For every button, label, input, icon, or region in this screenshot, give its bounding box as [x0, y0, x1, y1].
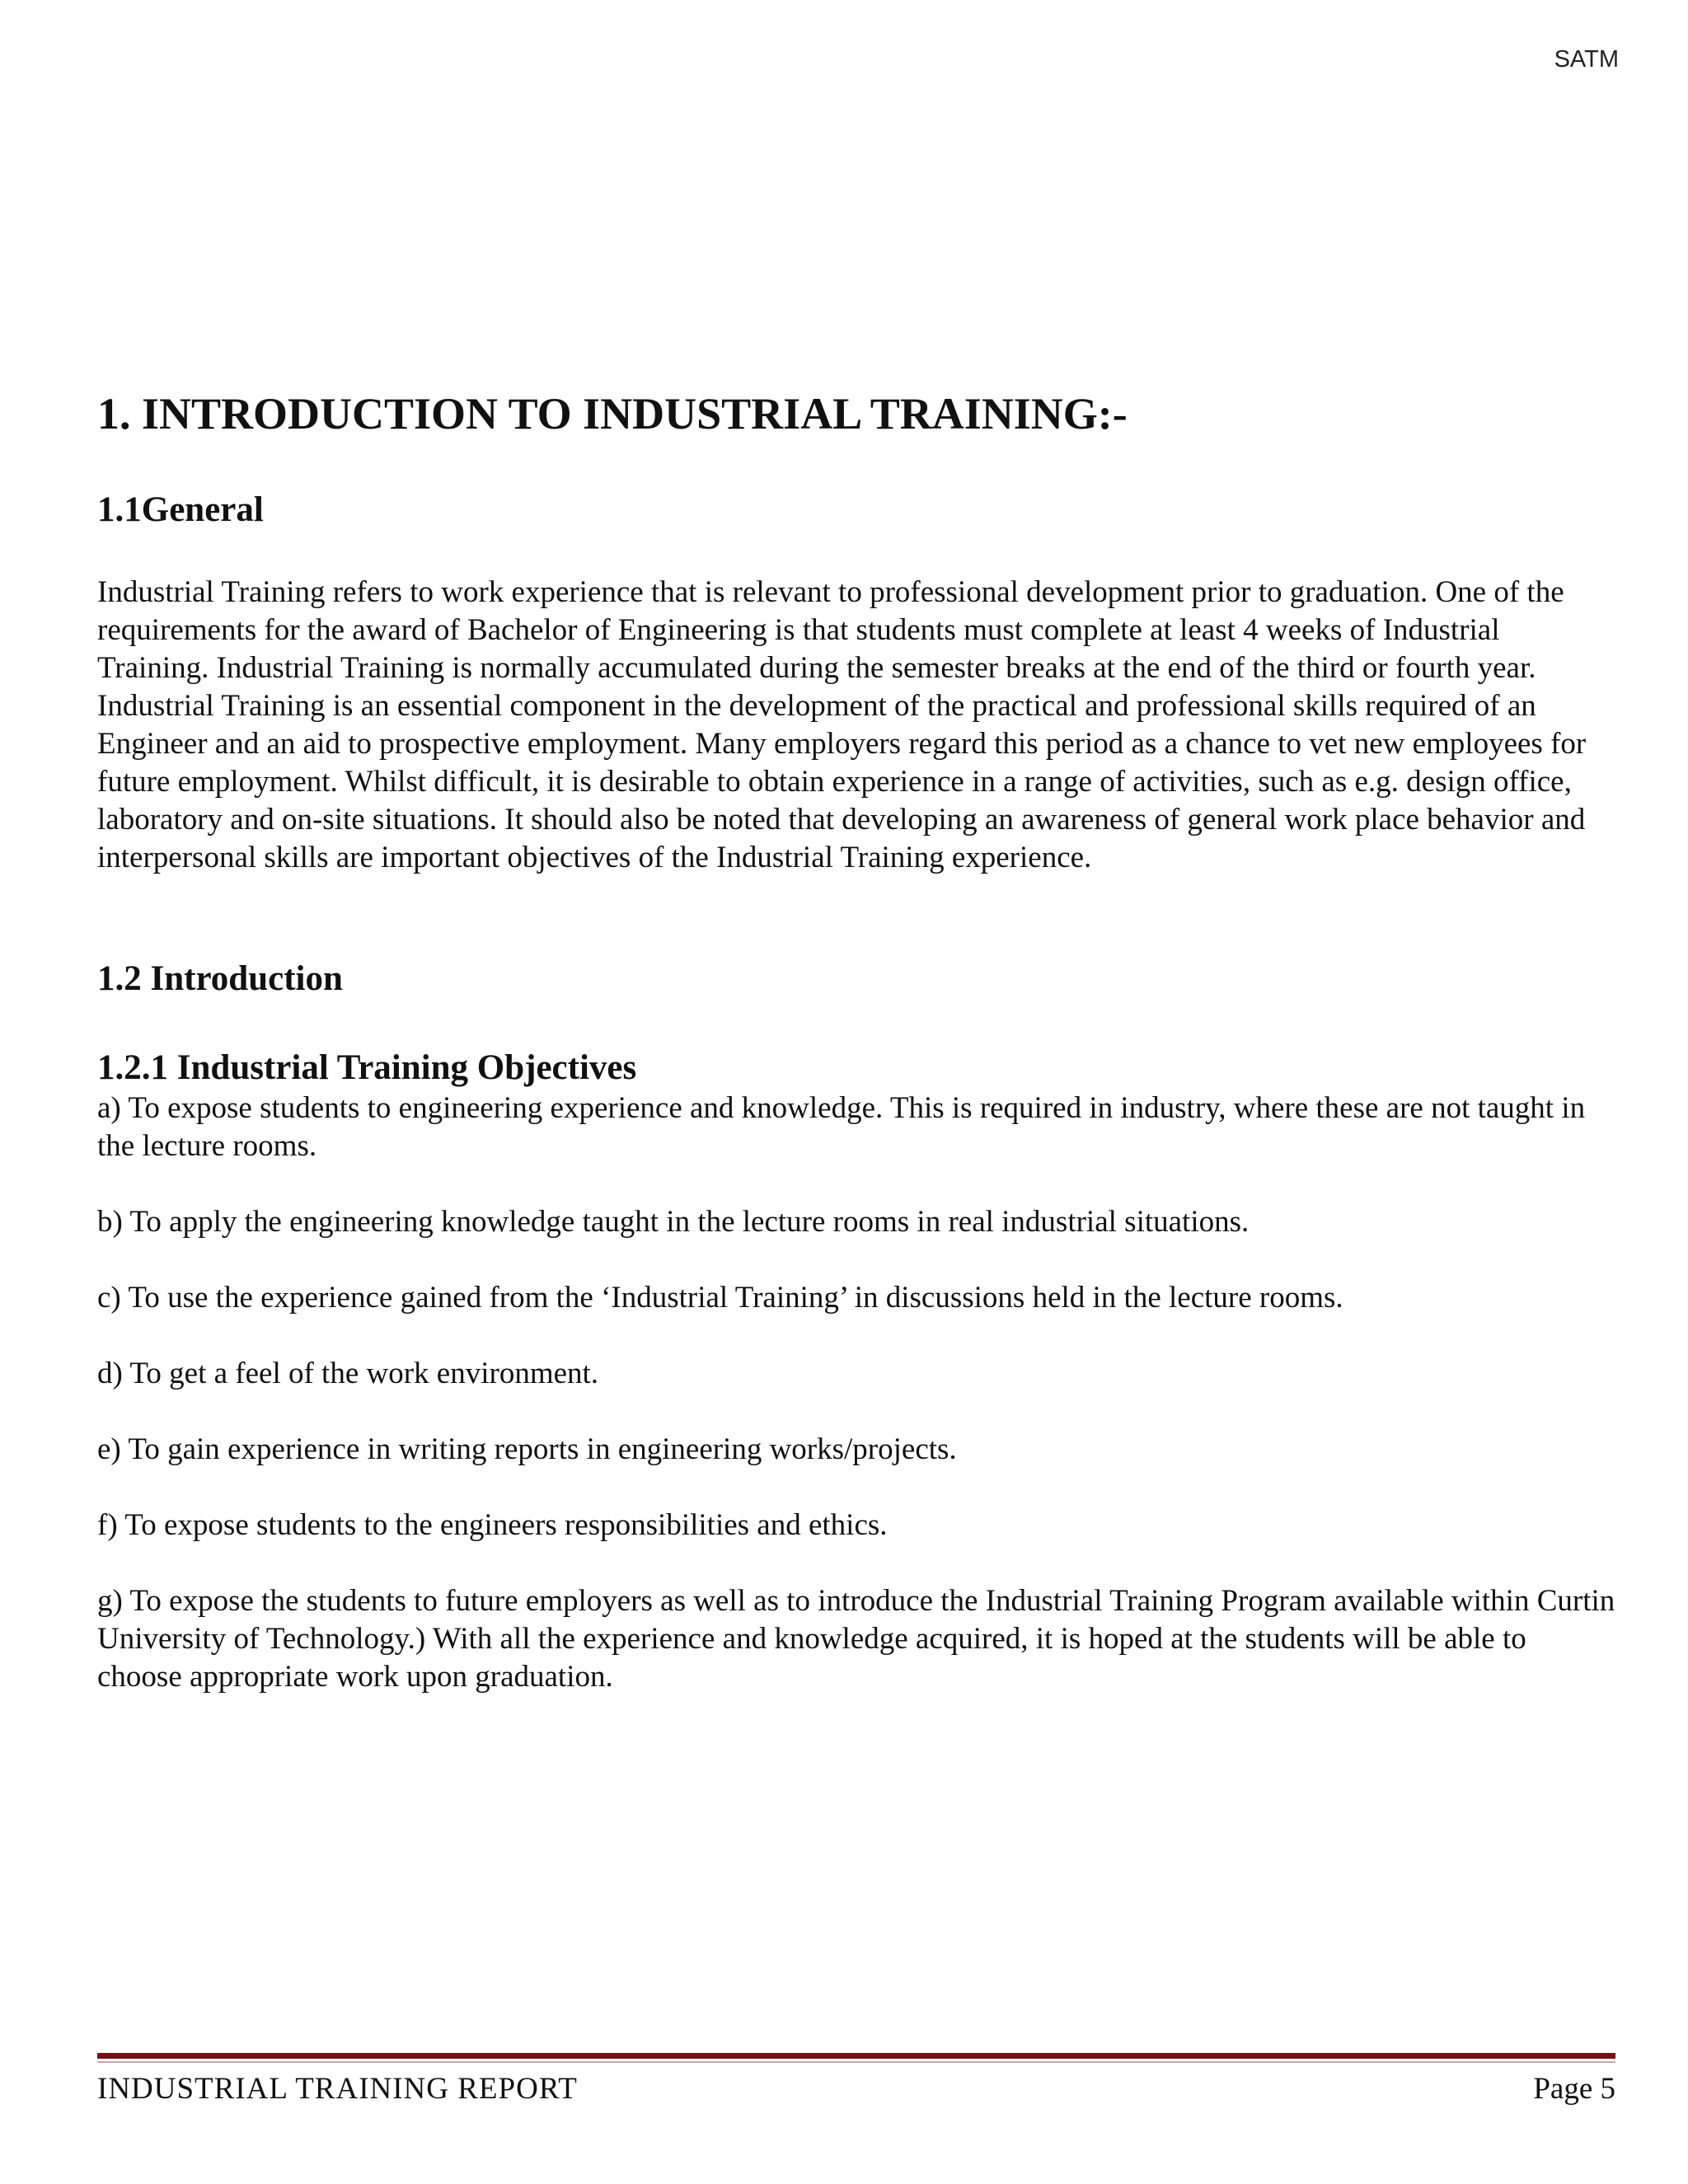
objective-item: c) To use the experience gained from the ‘Industrial Training’ in discussions held in the lecture rooms. [97, 1280, 1343, 1315]
subsection-heading-objectives: 1.2.1 Industrial Training Objectives [97, 1047, 637, 1087]
objectives-list [97, 1090, 1615, 1696]
footer-page-number: Page 5 [1533, 2072, 1615, 2106]
footer-report-title: INDUSTRIAL TRAINING REPORT [97, 2072, 578, 2106]
objective-item: b) To apply the engineering knowledge taught in the lecture rooms in real industrial situations. [97, 1204, 1250, 1239]
objective-item: d) To get a feel of the work environment. [97, 1356, 599, 1390]
section-heading-general: 1.1General [97, 490, 264, 529]
objective-item: g) To expose the students to future employers as well as to introduce the Industrial Training Program available within Curtin University of Technology.) With all the experience and knowledge acquired, it is hoped at the students will be able to choose appropriate work upon graduation. [97, 1583, 1615, 1694]
general-paragraph: Industrial Training refers to work experience that is relevant to professional development prior to graduation. One of the requirements for the award of Bachelor of Engineering is that students must complete at least 4 weeks of Industrial Training. Industrial Training is normally accumulated during the semester breaks at the end of the third or fourth year. Industrial Training is an essential component in the development of the practical and professional skills required of an Engineer and an aid to prospective employment. Many employers regard this period as a chance to vet new employees for future employment. Whilst difficult, it is desirable to obtain experience in a range of activities, such as e.g. design office, laboratory and on-site situations. It should also be noted that developing an awareness of general work place behavior and interpersonal skills are important objectives of the Industrial Training experience. [97, 575, 1587, 875]
objective-item: a) To expose students to engineering experience and knowledge. This is required in industry, where these are not taught in the lecture rooms. [97, 1090, 1586, 1163]
page-content [97, 387, 1615, 1734]
footer-rule-thin [97, 2061, 1615, 2063]
header-mark: SATM [1554, 46, 1619, 73]
objective-item: f) To expose students to the engineers responsibilities and ethics. [97, 1507, 888, 1542]
section-heading-introduction: 1.2 Introduction [97, 959, 343, 999]
footer-rule [97, 2053, 1615, 2059]
section-general [97, 489, 1615, 878]
objective-item: e) To gain experience in writing reports in engineering works/projects. [97, 1432, 957, 1466]
page-title: 1. INTRODUCTION TO INDUSTRIAL TRAINING:- [97, 389, 1128, 438]
section-introduction [97, 958, 1615, 1695]
